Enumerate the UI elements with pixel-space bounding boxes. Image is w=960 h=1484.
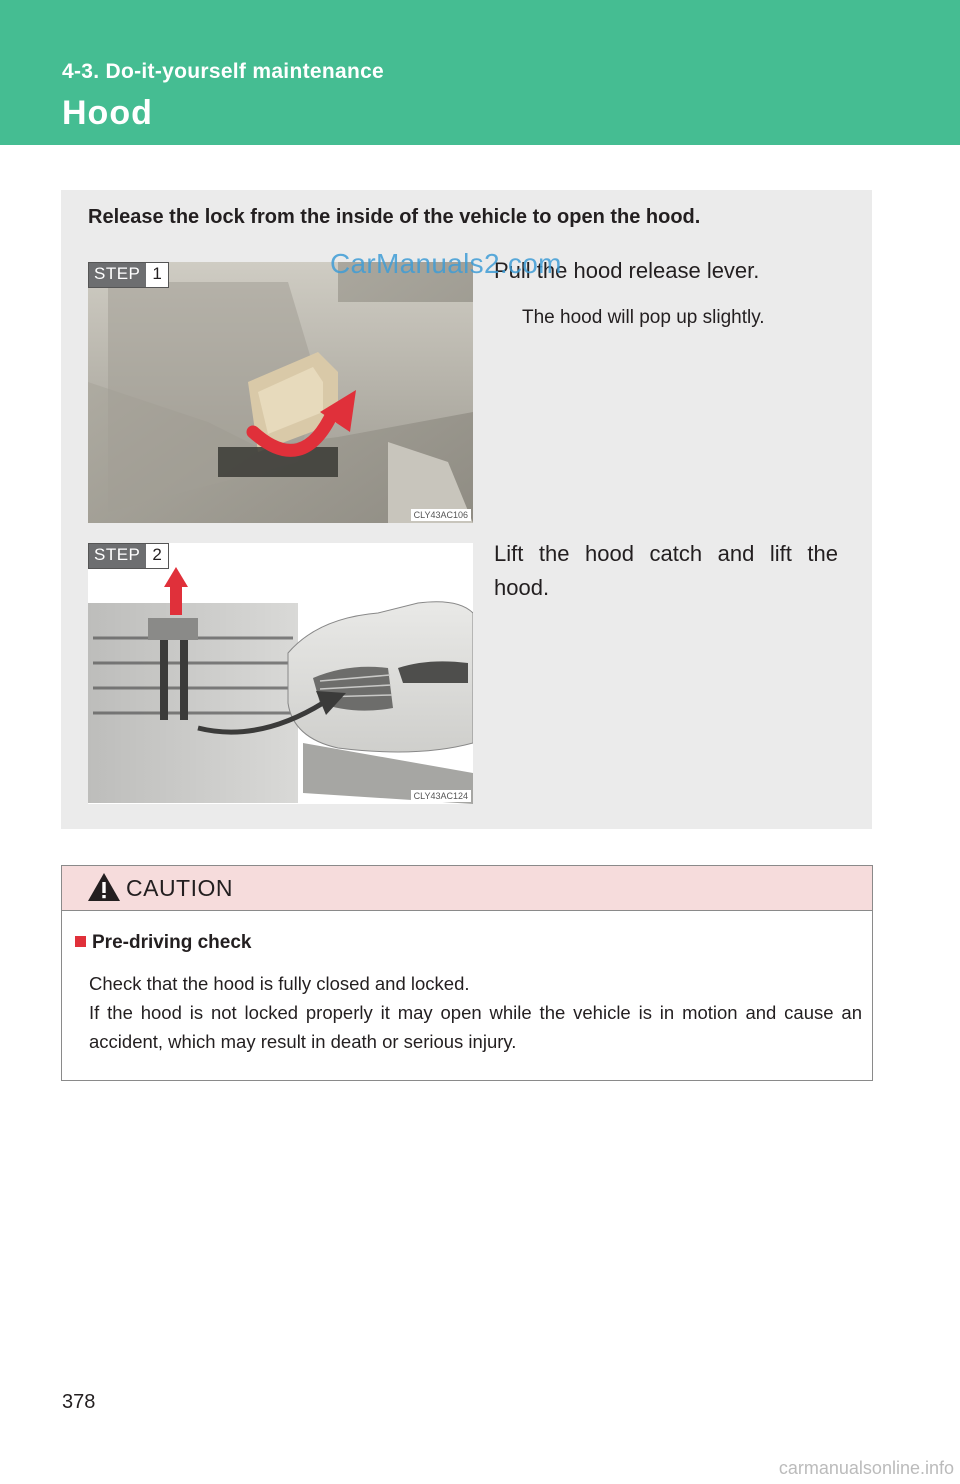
footer-watermark: carmanualsonline.info [778,1458,954,1478]
bullet-square-icon [75,936,86,947]
step1-badge [88,262,169,288]
caution-subheading-text: Pre-driving check [92,932,252,953]
caution-title: CAUTION [126,875,233,901]
step-number: 1 [152,264,162,283]
caution-body [89,969,862,1056]
page-number: 378 [62,1391,96,1413]
intro-text: Release the lock from the inside of the vehicle to open the hood. [88,206,701,228]
image-code: CLY43AC106 [411,509,471,521]
caution-box [61,865,873,1081]
step-label: STEP [89,544,146,568]
section-heading: 4-3. Do-it-yourself maintenance [62,60,385,83]
page-title: Hood [62,94,153,132]
caution-header [62,866,872,911]
step2-badge [88,543,169,569]
hood-catch-image [88,543,473,804]
caution-line: If the hood is not locked properly it may open while the vehicle is in motion and cause an accident, which may result in death or serious injury. [89,1002,862,1052]
step2-illustration [88,543,473,804]
step1-illustration [88,262,473,523]
step2-instruction: Lift the hood catch and lift the hood. [494,541,838,600]
step-label: STEP [89,263,146,287]
warning-triangle-icon [87,872,121,902]
step1-instruction: Pull the hood release lever. [494,258,760,283]
caution-line: Check that the hood is fully closed and locked. [89,973,470,994]
hood-release-lever-image [88,262,473,523]
step-number: 2 [152,545,162,564]
watermark: CarManuals2.com [330,248,562,279]
caution-subheading [75,932,251,954]
step1-note: The hood will pop up slightly. [522,307,765,328]
header-bar [0,0,960,145]
image-code: CLY43AC124 [411,790,471,802]
